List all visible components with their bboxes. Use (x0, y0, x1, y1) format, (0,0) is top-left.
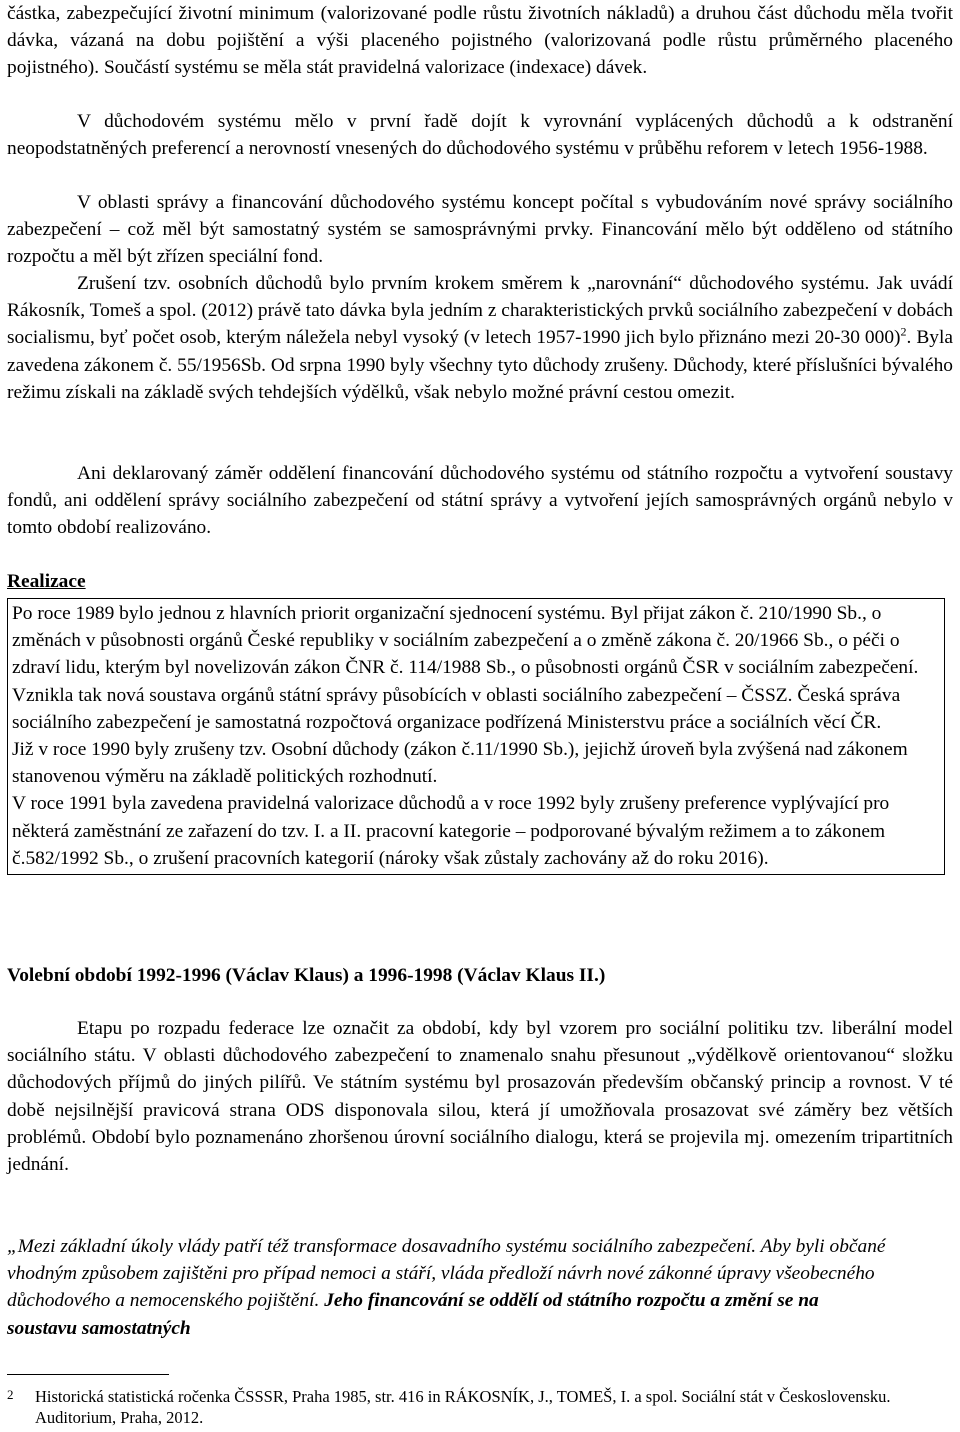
paragraph-4-text-b: . Byla zavedena zákonem č. 55/1956Sb. Od srpna 1990 byly všechny tyto důchody zrušeny. Důchody, které příslušníci bývalého režimu získali na základě svých tehdejších výdělků, však nebylo možné právní cestou omezit. (7, 327, 953, 403)
section-heading-volebni-obdobi: Volební období 1992-1996 (Václav Klaus) a 1996-1998 (Václav Klaus II.) (7, 965, 606, 986)
paragraph-4-text-a: Zrušení tzv. osobních důchodů bylo prvním krokem směrem k „narovnání“ důchodového systému. Jak uvádí Rákosník, Tomeš a spol. (2012) právě tato dávka byla jedním z charakteristických prvků sociálního zabezpečení v dobách socialismu, byť počet osob, kterým náležela nebyl vysoký (v letech 1957-1990 jich bylo přiznáno mezi 20-30 000) (7, 273, 953, 349)
quote-italic-text: „Mezi základní úkoly vlády patří též transformace dosavadního systému sociálního zabezpečení. Aby byli občané vhodným způsobem zajištěni pro případ nemoci a stáří, vláda předloží návrh nové zákonné úpravy všeobecného důchodového a nemocenského pojištění. (7, 1236, 886, 1312)
government-quote (7, 1233, 887, 1342)
volebni-paragraph-1: Etapu po rozpadu federace lze označit za období, kdy byl vzorem pro sociální politiku tzv. liberální model sociálního státu. V oblasti důchodového zabezpečení to znamenalo snahu přesunout „výdělkově orientovanou“ složku důchodových příjmů do jiných pilířů. Ve státním systému byl prosazován především občanský princip a rovnost. V té době nejsilnější pravicová strana ODS disponovala silou, která jí umožňovala prosazovat své záměry bez větších problémů. Období bylo poznamenáno zhoršenou úrovní sociálního dialogu, která se projevila mj. omezením tripartitních jednání. (7, 1018, 953, 1176)
footnote-reference[interactable]: 2 (900, 324, 907, 339)
section-heading-realizace: Realizace (7, 571, 86, 592)
intro-paragraph-3: V oblasti správy a financování důchodového systému koncept počítal s vybudováním nové správy sociálního zabezpečení – což měl být samostatný systém se samosprávnými prvky. Financování mělo být odděleno od státního rozpočtu a měl být zřízen speciální fond. (7, 192, 953, 268)
realizace-box-paragraph-1: Po roce 1989 bylo jednou z hlavních priorit organizační sjednocení systému. Byl přijat zákon č. 210/1990 Sb., o změnách v působnosti orgánů České republiky v sociálním zabezpečení a o změně zákona č. 20/1966 Sb., o péči o zdraví lidu, kterým byl novelizován zákon ČNR č. 114/1988 Sb., o působnosti orgánů ČSR v sociálním zabezpečení. Vznikla tak nová soustava orgánů státní správy působících v oblasti sociálního zabezpečení – ČSSZ. Česká správa sociálního zabezpečení je samostatná rozpočtová organizace podřízená Ministerstvu práce a sociálních věcí ČR. (12, 603, 919, 733)
intro-paragraph-2: V důchodovém systému mělo v první řadě dojít k vyrovnání vyplácených důchodů a k odstranění neopodstatněných preferencí a nerovností vnesených do důchodového systému v průběhu reforem v letech 1956-1988. (7, 111, 953, 160)
intro-paragraph-1: částka, zabezpečující životní minimum (valorizované podle růstu životních nákladů) a druhou část důchodu měla tvořit dávka, vázaná na dobu pojištění a výši placeného pojistného (valorizovaná podle růstu průměrného placeného pojistného). Součástí systému se měla stát pravidelná valorizace (indexace) dávek. (7, 3, 953, 79)
intro-paragraph-4 (7, 270, 953, 406)
realizace-box-paragraph-3: V roce 1991 byla zavedena pravidelná valorizace důchodů a v roce 1992 byly zrušeny preference vyplývající pro některá zaměstnání ze zařazení do tzv. I. a II. pracovní kategorie – podporované bývalým režimem a to zákonem č.582/1992 Sb., o zrušení pracovních kategorií (nároky však zůstaly zachovány až do roku 2016). (12, 793, 890, 869)
intro-paragraph-5: Ani deklarovaný záměr oddělení financování důchodového systému od státního rozpočtu a vytvoření soustavy fondů, ani oddělení správy sociálního zabezpečení od státní správy a vytvoření jejích samosprávných orgánů nebylo v tomto období realizováno. (7, 463, 953, 539)
footnote-separator (7, 1374, 169, 1375)
footnote-number: 2 (7, 1387, 14, 1402)
quote-bold-text: Jeho financování se oddělí od státního rozpočtu a změní se na soustavu samostatných (7, 1290, 819, 1339)
realizace-box-paragraph-2: Již v roce 1990 byly zrušeny tzv. Osobní důchody (zákon č.11/1990 Sb.), jejichž úroveň byla zvýšená nad zákonem stanovenou výměru na základě politických rozhodnutí. (12, 739, 908, 788)
realizace-box (7, 598, 945, 875)
footnote-text: Historická statistická ročenka ČSSSR, Praha 1985, str. 416 in RÁKOSNÍK, J., TOMEŠ, I. a spol. Sociální stát v Československu. Auditorium, Praha, 2012. (35, 1387, 891, 1427)
